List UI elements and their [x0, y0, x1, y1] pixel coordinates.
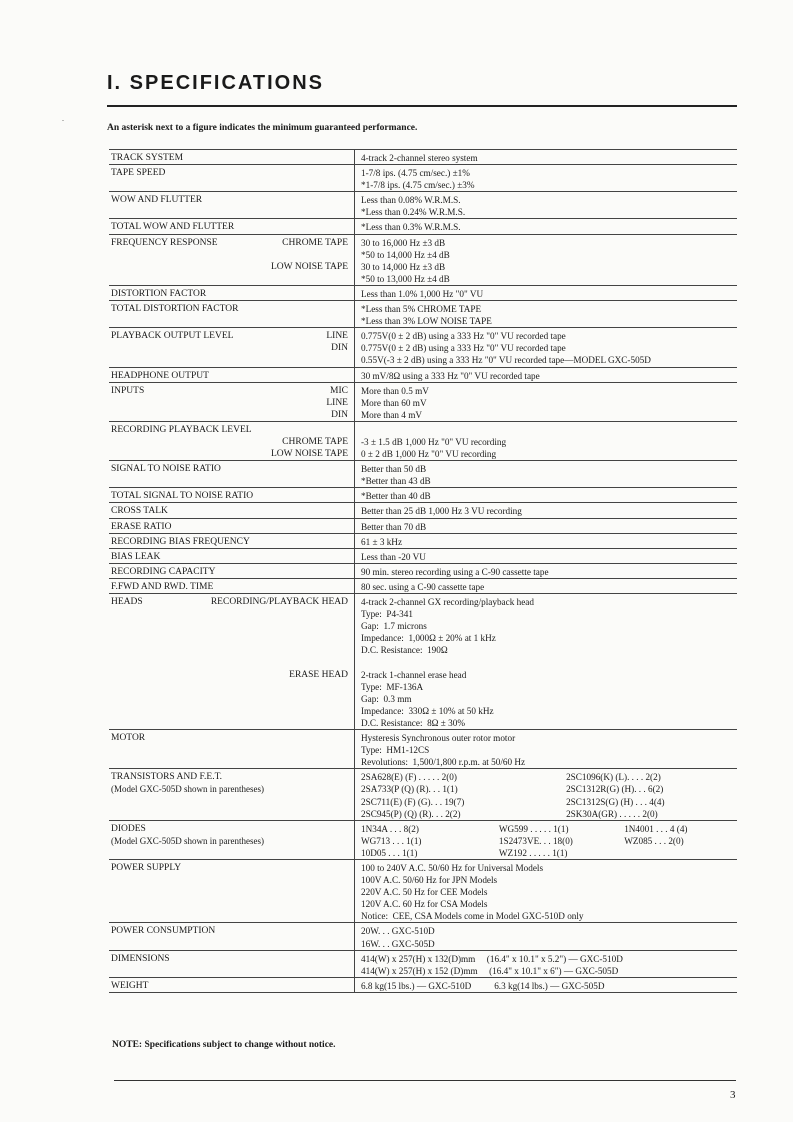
spec-value: *Less than 3% LOW NOISE TAPE — [361, 316, 492, 327]
footer-rule — [114, 1080, 736, 1081]
spec-label-cell — [109, 519, 354, 533]
spec-row — [109, 234, 737, 285]
spec-value-cell — [354, 461, 737, 487]
spec-value: *Better than 40 dB — [361, 491, 431, 502]
spec-value: *1-7/8 ips. (4.75 cm/sec.) ±3% — [361, 180, 475, 191]
spec-value: Hysteresis Synchronous outer rotor motor — [361, 733, 516, 744]
spec-label: TRANSISTORS AND F.E.T. — [111, 772, 223, 783]
spec-row — [109, 327, 737, 366]
spec-label: POWER SUPPLY — [111, 862, 182, 873]
spec-value: Better than 25 dB 1,000 Hz 3 VU recording — [361, 506, 522, 517]
spec-value: 2-track 1-channel erase head — [361, 669, 467, 680]
spec-label-cell — [109, 769, 354, 819]
spec-value-cell — [354, 301, 737, 327]
spec-label: TOTAL WOW AND FLUTTER — [111, 222, 235, 233]
spec-label: RECORDING CAPACITY — [111, 566, 216, 577]
spec-value-cell — [354, 978, 737, 992]
spec-label: INPUTS — [111, 385, 145, 396]
spec-row — [109, 859, 737, 922]
spec-row — [109, 218, 737, 233]
spec-label: DISTORTION FACTOR — [111, 288, 207, 299]
spec-label: TAPE SPEED — [111, 168, 166, 179]
spec-label-cell — [109, 821, 354, 859]
spec-value: 0 ± 2 dB 1,000 Hz "0" VU recording — [361, 449, 497, 460]
spec-row — [109, 367, 737, 382]
spec-label-cell — [109, 301, 354, 327]
spec-label-cell — [109, 286, 354, 300]
component-count: WZ192 . . . . . 1(1) — [498, 847, 568, 858]
spec-value: 30 to 16,000 Hz ±3 dB — [361, 237, 446, 248]
spec-value: Type: HM1-12CS — [361, 745, 430, 756]
spec-value-cell — [354, 150, 737, 164]
spec-label-cell — [109, 503, 354, 517]
spec-value: 4-track 2-channel GX recording/playback head — [361, 597, 534, 607]
spec-row — [109, 487, 737, 502]
spec-row — [109, 382, 737, 421]
spec-label: HEADPHONE OUTPUT — [111, 370, 209, 381]
component-count: 2SA628(E) (F) . . . . . 2(0) — [361, 772, 457, 783]
spec-value-cell — [354, 235, 737, 285]
spec-value: Better than 70 dB — [361, 521, 427, 532]
spec-label-cell — [109, 978, 354, 992]
component-count: WZ085 . . . 2(0) — [624, 835, 684, 846]
spec-label: HEADS — [111, 597, 143, 607]
spec-sublabel: LINE — [326, 397, 348, 408]
spec-value: *Better than 43 dB — [361, 476, 431, 487]
component-count — [624, 847, 737, 859]
spec-label-cell — [109, 219, 354, 233]
component-count: 1S2473VE. . . 18(0) — [498, 835, 573, 846]
spec-value: Gap: 0.3 mm — [361, 693, 412, 704]
spec-row — [109, 768, 737, 819]
spec-value: Impedance: 330Ω ± 10% at 50 kHz — [361, 705, 494, 716]
spec-value-cell — [354, 730, 737, 768]
component-count: 1N34A . . . 8(2) — [361, 823, 419, 834]
spec-label: F.FWD AND RWD. TIME — [111, 581, 214, 592]
spec-value-cell — [354, 923, 737, 949]
spec-label-cell — [109, 860, 354, 922]
spec-row — [109, 164, 737, 191]
spec-label: CROSS TALK — [111, 506, 168, 517]
spec-value-cell — [354, 286, 737, 300]
spec-value: More than 0.5 mV — [361, 385, 429, 396]
component-count: WG713 . . . 1(1) — [361, 835, 422, 846]
spec-value: Less than 0.08% W.R.M.S. — [361, 195, 461, 206]
spec-label-cell — [109, 579, 354, 593]
spec-value: Notice: CEE, CSA Models come in Model GXC-510D only — [361, 911, 584, 922]
spec-label-cell — [109, 235, 354, 285]
spec-value: 414(W) x 257(H) x 132(D)mm (16.4" x 10.1" x 5.2") — GXC-510D — [361, 953, 623, 964]
spec-value: 100V A.C. 50/60 Hz for JPN Models — [361, 875, 498, 886]
spec-label: TOTAL SIGNAL TO NOISE RATIO — [111, 491, 254, 502]
component-count: 2SC1096(K) (L). . . . 2(2) — [566, 772, 661, 783]
spec-value-cell — [354, 368, 737, 382]
spec-value: 16W. . . GXC-505D — [361, 938, 435, 949]
spec-value-cell — [354, 422, 737, 460]
spec-value: D.C. Resistance: 190Ω — [361, 645, 448, 656]
component-count: 2SC945(P) (Q) (R). . . 2(2) — [361, 808, 461, 819]
spec-label-cell — [109, 165, 354, 191]
scan-mark: . — [62, 114, 64, 123]
spec-label-cell — [109, 383, 354, 421]
spec-value-cell — [354, 549, 737, 563]
spec-label-note: (Model GXC-505D shown in parentheses) — [111, 835, 264, 846]
spec-sublabel: RECORDING/PLAYBACK HEAD — [210, 597, 348, 607]
spec-value: 0.775V(0 ± 2 dB) using a 333 Hz "0" VU recorded tape — [361, 343, 566, 354]
spec-value: 4-track 2-channel stereo system — [361, 153, 478, 163]
spec-value: *Less than 0.3% W.R.M.S. — [361, 222, 461, 233]
spec-label: TOTAL DISTORTION FACTOR — [111, 304, 239, 315]
spec-value-cell — [354, 769, 737, 819]
spec-value: Type: P4-341 — [361, 609, 413, 620]
spec-sublabel: CHROME TAPE — [282, 436, 348, 447]
spec-sublabel: MIC — [330, 385, 348, 396]
spec-value: 30 mV/8Ω using a 333 Hz "0" VU recorded tape — [361, 370, 540, 381]
spec-label: FREQUENCY RESPONSE — [111, 237, 218, 248]
spec-label-cell — [109, 534, 354, 548]
spec-value: 90 min. stereo recording using a C-90 cassette tape — [361, 566, 549, 577]
spec-sublabel: CHROME TAPE — [282, 237, 348, 248]
spec-label: WOW AND FLUTTER — [111, 195, 203, 206]
spec-value: Better than 50 dB — [361, 464, 427, 475]
component-count: 10D05 . . . 1(1) — [361, 847, 418, 858]
spec-label-note: (Model GXC-505D shown in parentheses) — [111, 784, 264, 795]
spec-label: WEIGHT — [111, 980, 149, 991]
page-title: I. SPECIFICATIONS — [107, 72, 324, 94]
spec-value: 80 sec. using a C-90 cassette tape — [361, 581, 485, 592]
spec-row — [109, 285, 737, 300]
spec-value-cell — [354, 165, 737, 191]
component-count: 2SC711(E) (F) (G). . . 19(7) — [361, 796, 465, 807]
spec-value-cell — [354, 951, 737, 977]
spec-sublabel: LOW NOISE TAPE — [271, 449, 348, 460]
spec-value-cell — [354, 821, 737, 859]
spec-value-cell — [354, 594, 737, 729]
spec-label: BIAS LEAK — [111, 551, 161, 562]
spec-row — [109, 191, 737, 218]
component-count: 2SA733(P (Q) (R). . . 1(1) — [361, 784, 458, 795]
spec-label-cell — [109, 328, 354, 366]
spec-value: *50 to 14,000 Hz ±4 dB — [361, 249, 450, 260]
spec-value — [361, 424, 737, 436]
spec-value-cell — [354, 519, 737, 533]
spec-value: -3 ± 1.5 dB 1,000 Hz "0" VU recording — [361, 436, 507, 447]
spec-value-cell — [354, 579, 737, 593]
spec-label-cell — [109, 192, 354, 218]
title-rule — [107, 105, 737, 107]
spec-row — [109, 460, 737, 487]
spec-value: Revolutions: 1,500/1,800 r.p.m. at 50/60 Hz — [361, 757, 526, 768]
spec-value: 100 to 240V A.C. 50/60 Hz for Universal Models — [361, 862, 544, 873]
spec-label-cell — [109, 730, 354, 768]
spec-value: 0.55V(-3 ± 2 dB) using a 333 Hz "0" VU recorded tape—MODEL GXC-505D — [361, 355, 651, 366]
spec-value: 20W. . . GXC-510D — [361, 926, 435, 937]
spec-value-cell — [354, 488, 737, 502]
spec-value-cell — [354, 860, 737, 922]
note-text: NOTE: Specifications subject to change without notice. — [112, 1040, 336, 1050]
spec-sublabel: DIN — [331, 409, 348, 420]
spec-label-cell — [109, 564, 354, 578]
spec-label-cell — [109, 461, 354, 487]
spec-label: RECORDING PLAYBACK LEVEL — [111, 424, 252, 435]
spec-value: 220V A.C. 50 Hz for CEE Models — [361, 887, 488, 898]
spec-label: MOTOR — [111, 733, 146, 744]
spec-row — [109, 548, 737, 563]
spec-label: TRACK SYSTEM — [111, 153, 184, 163]
spec-row — [109, 533, 737, 548]
spec-row — [109, 593, 737, 729]
component-count: WG599 . . . . . 1(1) — [498, 823, 569, 834]
spec-label-cell — [109, 488, 354, 502]
spec-label-cell — [109, 951, 354, 977]
spec-row — [109, 820, 737, 859]
component-count: 1N4001 . . . 4 (4) — [624, 823, 688, 834]
spec-value-cell — [354, 564, 737, 578]
component-count: 2SC1312R(G) (H). . . 6(2) — [566, 784, 664, 795]
component-count: 2SK30A(GR) . . . . . 2(0) — [566, 808, 658, 819]
spec-label-cell — [109, 150, 354, 164]
spec-row — [109, 421, 737, 460]
spec-value: 120V A.C. 60 Hz for CSA Models — [361, 899, 488, 910]
spec-value-cell — [354, 192, 737, 218]
spec-value-cell — [354, 503, 737, 517]
spec-row — [109, 729, 737, 768]
spec-label-cell — [109, 422, 354, 460]
spec-value: 414(W) x 257(H) x 152 (D)mm (16.4" x 10.1" x 6") — GXC-505D — [361, 965, 619, 976]
spec-value: Impedance: 1,000Ω ± 20% at 1 kHz — [361, 633, 496, 644]
spec-label: DIMENSIONS — [111, 953, 170, 964]
spec-label: POWER CONSUMPTION — [111, 926, 216, 937]
spec-label-cell — [109, 368, 354, 382]
spec-row — [109, 950, 737, 977]
spec-value: Less than 1.0% 1,000 Hz "0" VU — [361, 288, 484, 299]
spec-value-cell — [354, 328, 737, 366]
spec-value: More than 60 mV — [361, 397, 427, 408]
spec-label: SIGNAL TO NOISE RATIO — [111, 464, 221, 475]
spec-value: 30 to 14,000 Hz ±3 dB — [361, 261, 446, 272]
spec-row — [109, 977, 737, 993]
spec-value-cell — [354, 383, 737, 421]
spec-value: Gap: 1.7 microns — [361, 621, 427, 632]
spec-label-cell — [109, 549, 354, 563]
spec-sublabel: LOW NOISE TAPE — [271, 261, 348, 272]
spec-row — [109, 922, 737, 949]
spec-value: More than 4 mV — [361, 409, 422, 420]
intro-text: An asterisk next to a figure indicates the minimum guaranteed performance. — [107, 123, 418, 133]
spec-label: RECORDING BIAS FREQUENCY — [111, 536, 250, 547]
spec-row — [109, 563, 737, 578]
spec-label-cell — [109, 923, 354, 949]
spec-table — [109, 149, 737, 993]
page-number: 3 — [730, 1089, 736, 1101]
spec-value: 0.775V(0 ± 2 dB) using a 333 Hz "0" VU recorded tape — [361, 331, 566, 342]
spec-value: 1-7/8 ips. (4.75 cm/sec.) ±1% — [361, 168, 470, 179]
spec-value: Type: MF-136A — [361, 681, 424, 692]
spec-row — [109, 300, 737, 327]
spec-label: DIODES — [111, 823, 146, 834]
spec-value — [361, 656, 737, 668]
spec-row — [109, 518, 737, 533]
spec-value: *Less than 5% CHROME TAPE — [361, 304, 482, 315]
spec-value-cell — [354, 219, 737, 233]
spec-label: PLAYBACK OUTPUT LEVEL — [111, 331, 234, 342]
spec-value: *Less than 0.24% W.R.M.S. — [361, 207, 466, 218]
spec-row — [109, 149, 737, 164]
spec-value: 6.8 kg(15 lbs.) — GXC-510D 6.3 kg(14 lbs.) — GXC-505D — [361, 980, 605, 991]
spec-value: 61 ± 3 kHz — [361, 536, 403, 547]
spec-sublabel: LINE — [326, 331, 348, 342]
spec-value: D.C. Resistance: 8Ω ± 30% — [361, 717, 465, 728]
spec-row — [109, 502, 737, 517]
spec-sublabel: ERASE HEAD — [289, 669, 348, 680]
spec-label-cell — [109, 594, 354, 729]
spec-value-cell — [354, 534, 737, 548]
spec-row — [109, 578, 737, 593]
spec-value: Less than -20 VU — [361, 551, 426, 562]
component-count: 2SC1312S(G) (H) . . . 4(4) — [566, 796, 665, 807]
spec-sublabel: DIN — [331, 343, 348, 354]
spec-label: ERASE RATIO — [111, 521, 172, 532]
spec-value: *50 to 13,000 Hz ±4 dB — [361, 273, 450, 284]
